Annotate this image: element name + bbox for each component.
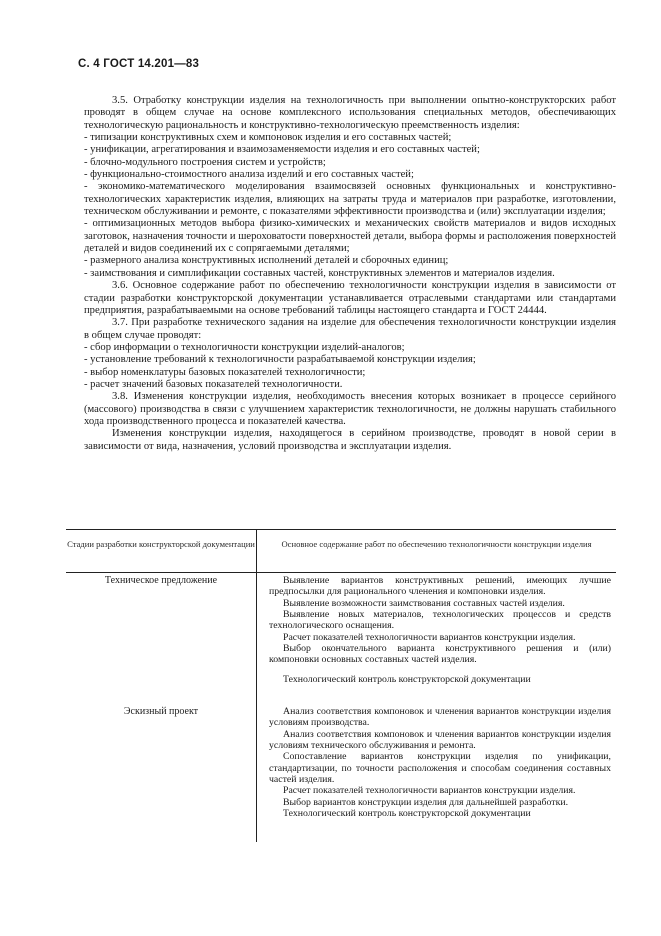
list-item: - унификации, агрегатирования и взаимозаменяемости изделия и его составных частей; (84, 144, 480, 156)
para-3-8-cont: Изменения конструкции изделия, находящегося в серийном производстве, проводят в новой серии в зависимости от вида, назначения, условий производства и эксплуатации изделия. (84, 428, 616, 452)
para-3-7: 3.7. При разработке технического задания на изделие для обеспечения технологичности конструкции изделия в общем случае проводят: (84, 317, 616, 341)
table-cell-paragraph: Выявление вариантов конструктивных решений, имеющих лучшие предпосылки для рационального членения и компоновки изделия. (269, 575, 611, 598)
table-cell-stage: Техническое предложение (104, 575, 218, 586)
table-column-divider (256, 529, 257, 842)
table-cell-paragraph: Выявление возможности заимствования составных частей изделия. (283, 597, 565, 609)
list-item: - расчет значений базовых показателей технологичности. (84, 378, 343, 390)
table-cell-content (269, 575, 611, 685)
list-item: - сбор информации о технологичности конструкции изделий-аналогов; (84, 341, 405, 353)
table-cell-paragraph: Выбор вариантов конструкции изделия для дальнейшей разработки. (283, 796, 569, 808)
list-item: - оптимизационных методов выбора физико-химических и механических свойств материалов и видов исходных заготовок, назначения точности и шероховатости поверхностей детали, выбора формы и расположения поверхностей деталей и видов соединений их с сопрягаемыми деталями; (84, 218, 616, 255)
table-cell-content (269, 706, 611, 819)
list-item: - выбор номенклатуры базовых показателей технологичности; (84, 366, 366, 378)
table-header-rule (66, 572, 616, 573)
page-header: С. 4 ГОСТ 14.201—83 (78, 58, 200, 70)
list-item: - функционально-стоимостного анализа изделий и его составных частей; (84, 169, 414, 181)
table-cell-paragraph: Анализ соответствия компоновок и членения вариантов конструкции изделия условиям производства. (269, 706, 611, 729)
table-cell-paragraph: Расчет показателей технологичности вариантов конструкции изделия. (283, 785, 576, 797)
para-3-5: 3.5. Отработку конструкции изделия на технологичность при выполнении опытно-конструкторских работ проводят в общем случае на основе комплексного использования специальных методов, обеспечивающих технологическую рациональность и конструктивно-технологическую преемственность изделия: (84, 95, 616, 131)
body-text (84, 95, 616, 453)
table-header-stage: Стадии разработки конструкторской документации (67, 539, 255, 549)
table-cell-paragraph: Расчет показателей технологичности вариантов конструкции изделия. (283, 631, 576, 643)
para-3-8: 3.8. Изменения конструкции изделия, необходимость внесения которых возникает в процессе серийного (массового) производства в связи с улучшением характеристик технологичности, не должны нарушать стабильного хода производственного процесса и показателей качества. (84, 391, 616, 427)
table-cell-paragraph: Выбор окончательного варианта конструктивного решения и (или) компоновки основных составных частей изделия. (269, 643, 611, 666)
table-cell-paragraph: Выявление новых материалов, технологических процессов и средств технологического оснащения. (269, 609, 611, 632)
list-item: - блочно-модульного построения систем и устройств; (84, 156, 326, 168)
table-top-rule (66, 529, 616, 530)
list-item: - заимствования и симплификации составных частей, конструктивных элементов и материалов изделия. (84, 267, 555, 279)
table-cell-paragraph: Технологический контроль конструкторской документации (283, 808, 531, 820)
list-item: - типизации конструктивных схем и компоновок изделия и его составных частей; (84, 132, 452, 144)
table-header-content: Основное содержание работ по обеспечению технологичности конструкции изделия (281, 539, 592, 549)
table-cell-stage: Эскизный проект (123, 706, 199, 717)
list-item: - экономико-математического моделирования взаимосвязей основных функциональных и конструктивно-технологических характеристик изделия, влияющих на затраты труда и материалов при разработке, изготовлении, техническом обслуживании и ремонте, с показателями эффективности производства и (или) эксплуатации изделия; (84, 181, 616, 218)
table-cell-paragraph: Сопоставление вариантов конструкции изделия по унификации, стандартизации, по точности расположения и способам соединения составных частей изделия. (269, 751, 611, 786)
stages-table (66, 529, 616, 842)
list-item: - размерного анализа конструктивных исполнений деталей и сборочных единиц; (84, 255, 449, 267)
table-cell-paragraph: Анализ соответствия компоновок и членения вариантов конструкции изделия условиям технического обслуживания и ремонта. (269, 728, 611, 752)
para-3-6: 3.6. Основное содержание работ по обеспечению технологичности конструкции изделия в зависимости от стадии разработки конструкторской документации устанавливается отраслевыми стандартами или стандартами предприятия, разрабатываемыми на основе требований таблицы настоящего стандарта и ГОСТ 24444. (84, 280, 616, 316)
table-cell-control: Технологический контроль конструкторской документации (283, 673, 531, 685)
list-item: - установление требований к технологичности разрабатываемой конструкции изделия; (84, 354, 476, 366)
